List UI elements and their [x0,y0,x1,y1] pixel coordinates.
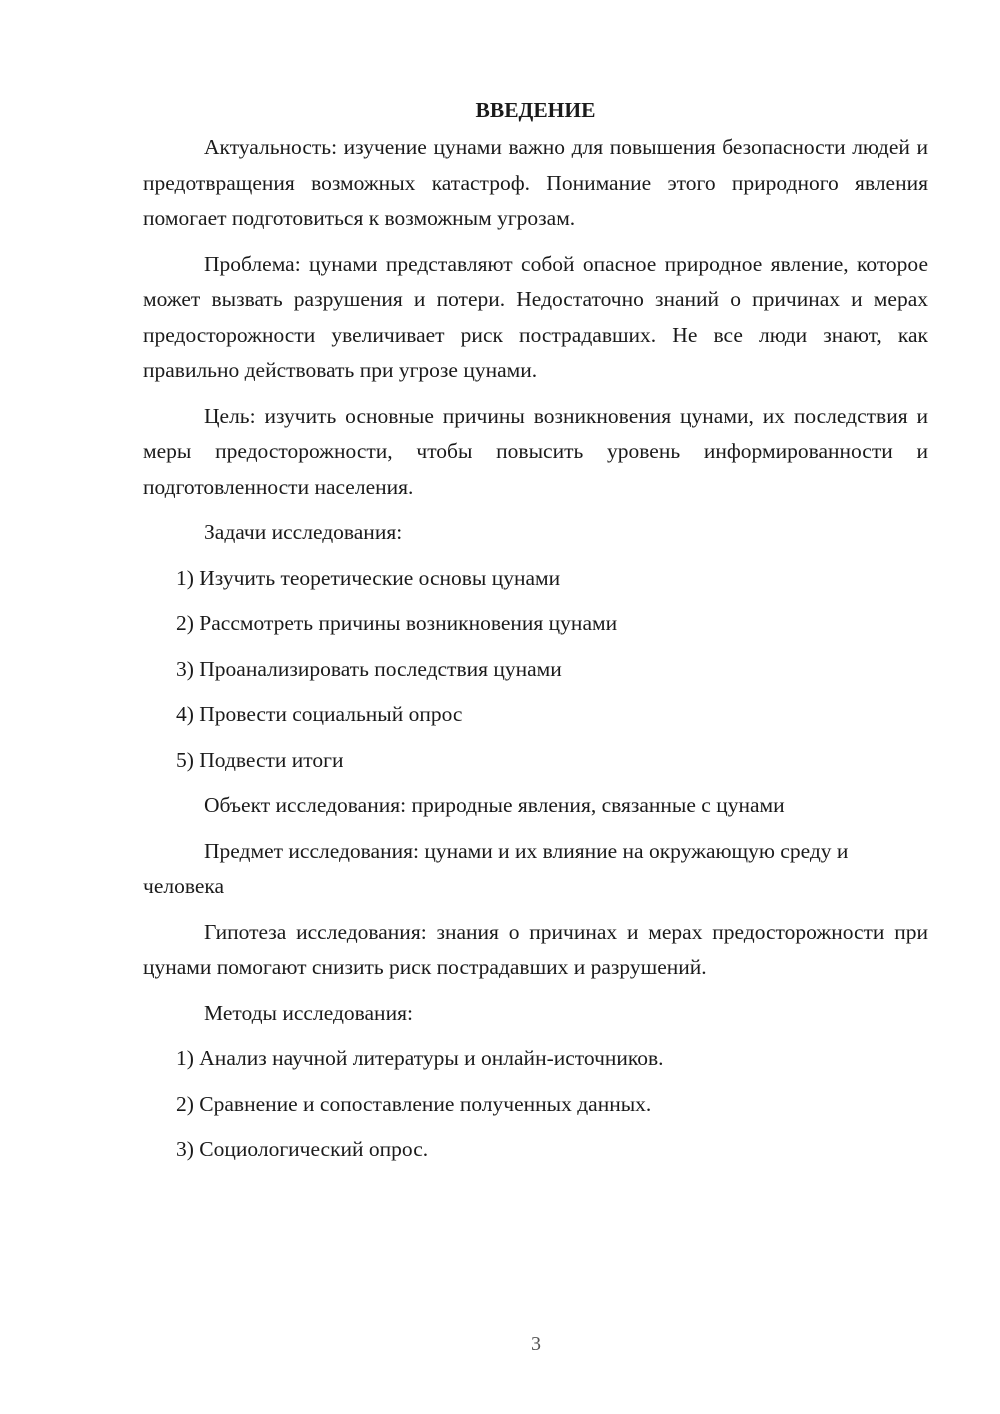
list-item: 1) Анализ научной литературы и онлайн-источников. [176,1046,664,1070]
page-title: ВВЕДЕНИЕ [475,98,596,122]
relevance-paragraph: Актуальность: изучение цунами важно для повышения безопасности людей и предотвращения возможных катастроф. Понимание этого природного явления помогает подготовиться к возможным угрозам. [143,135,928,230]
tasks-list [143,561,928,779]
list-item: 1) Изучить теоретические основы цунами [176,565,561,590]
methods-heading: Методы исследования: [204,1000,413,1025]
document-page [143,92,928,1178]
tasks-heading: Задачи исследования: [204,520,403,544]
hypothesis-paragraph: Гипотеза исследования: знания о причинах и мерах предосторожности при цунами помогают снизить риск пострадавших и разрушений. [143,919,928,979]
list-item: 3) Социологический опрос. [176,1137,429,1161]
list-item: 3) Проанализировать последствия цунами [176,656,562,681]
goal-paragraph: Цель: изучить основные причины возникновения цунами, их последствия и меры предосторожности, чтобы повысить уровень информированности и подготовленности населения. [143,403,928,499]
methods-list [143,1041,928,1168]
object-paragraph: Объект исследования: природные явления, связанные с цунами [204,793,785,817]
list-item: 5) Подвести итоги [176,747,344,772]
list-item: 2) Рассмотреть причины возникновения цунами [176,611,618,635]
problem-paragraph: Проблема: цунами представляют собой опасное природное явление, которое может вызвать разрушения и потери. Недостаточно знаний о причинах и мерах предосторожности увеличивает риск пострадавших. Не все люди знают, как правильно действовать при угрозе цунами. [143,251,928,382]
page-number: 3 [531,1333,541,1355]
list-item: 2) Сравнение и сопоставление полученных данных. [176,1091,652,1116]
list-item: 4) Провести социальный опрос [176,702,463,726]
subject-paragraph: Предмет исследования: цунами и их влияние на окружающую среду и человека [143,838,849,898]
